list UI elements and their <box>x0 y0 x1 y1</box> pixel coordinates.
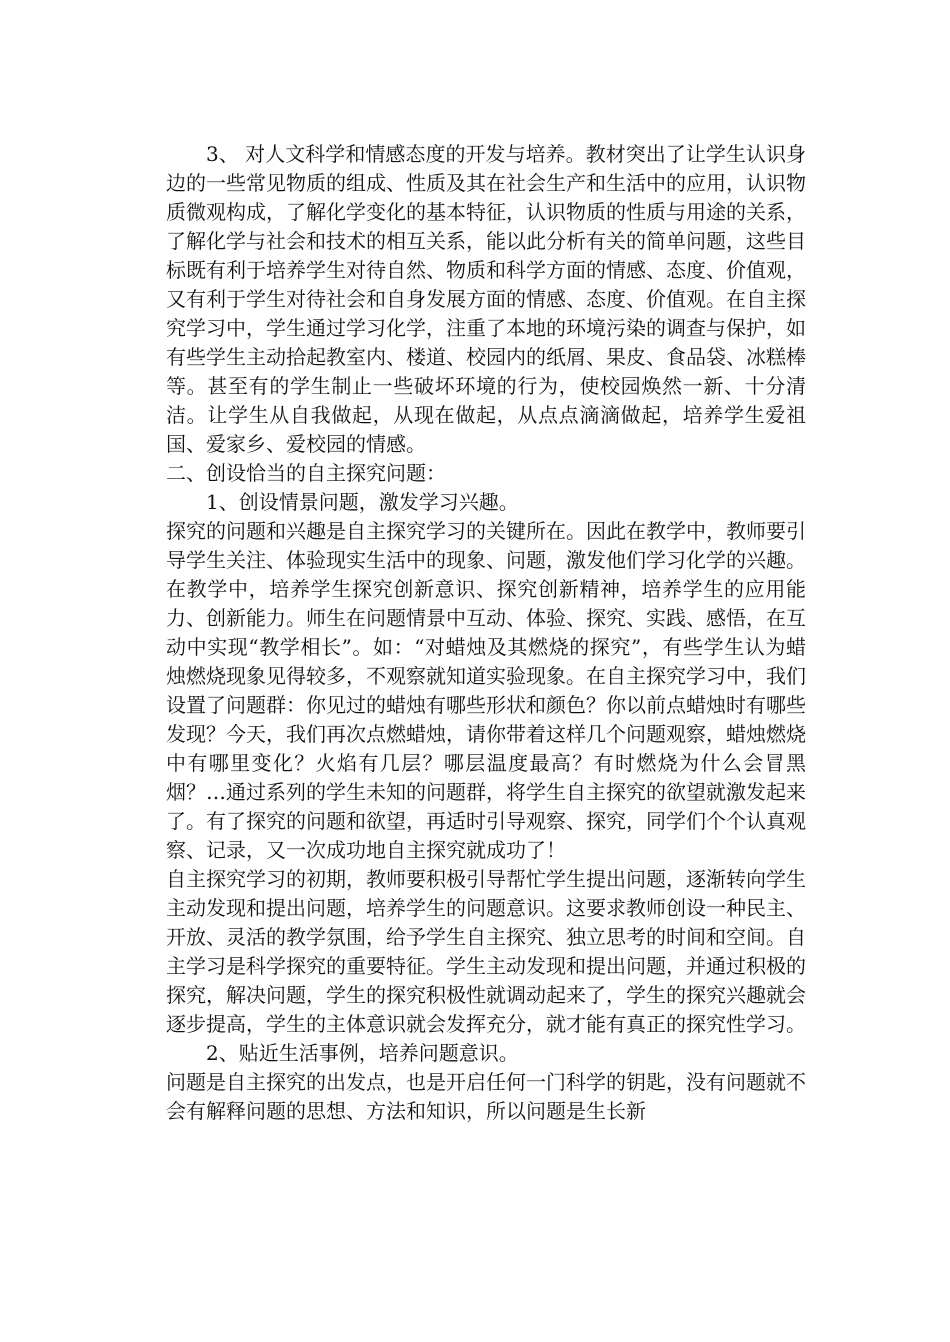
paragraph-humanities-cultivation: 3、 对人文科学和情感态度的开发与培养。教材突出了让学生认识身边的一些常见物质的组成、性质及其在社会生产和生活中的应用，认识物质微观构成，了解化学变化的基本特征，认识物质的性质与用途的关系，了解化学与社会和技术的相互关系，能以此分析有关的简单问题，这些目标既有利于培养学生对待自然、物质和科学方面的情感、态度、价值观，又有利于学生对待社会和自身发展方面的情感、态度、价值观。在自主探究学习中，学生通过学习化学，注重了本地的环境污染的调查与保护，如有些学生主动拾起教室内、楼道、校园内的纸屑、果皮、食品袋、冰糕棒等。甚至有的学生制止一些破坏环境的行为，使校园焕然一新、十分清洁。让学生从自我做起，从现在做起，从点点滴滴做起，培养学生爱祖国、爱家乡、爱校园的情感。 <box>166 142 806 456</box>
paragraph-questions-starting-point: 问题是自主探究的出发点，也是开启任何一门科学的钥匙，没有问题就不会有解释问题的思想、方法和知识，所以问题是生长新 <box>166 1070 806 1123</box>
paragraph-candle-inquiry: 探究的问题和兴趣是自主探究学习的关键所在。因此在教学中，教师要引导学生关注、体验现实生活中的现象、问题，激发他们学习化学的兴趣。在教学中，培养学生探究创新意识、探究创新精神，培养学生的应用能力、创新能力。师生在问题情景中互动、体验、探究、实践、感悟，在互动中实现“教学相长”。如：“对蜡烛及其燃烧的探究”，有些学生认为蜡烛燃烧现象见得较多，不观察就知道实验现象。在自主探究学习中，我们设置了问题群：你见过的蜡烛有哪些形状和颜色？你以前点蜡烛时有哪些发现？今天，我们再次点燃蜡烛，请你带着这样几个问题观察，蜡烛燃烧中有哪里变化？火焰有几层？哪层温度最高？有时燃烧为什么会冒黑烟？…通过系列的学生未知的问题群，将学生自主探究的欲望就激发起来了。有了探究的问题和欲望，再适时引导观察、探究，同学们个个认真观察、记录，又一次成功地自主探究就成功了！ <box>166 519 806 862</box>
document-page <box>166 140 806 1126</box>
subheading-life-examples: 2、贴近生活事例，培养问题意识。 <box>206 1041 519 1065</box>
section-heading-create-questions: 二、创设恰当的自主探究问题： <box>166 461 446 485</box>
paragraph-early-inquiry: 自主探究学习的初期，教师要积极引导帮忙学生提出问题，逐渐转向学生主动发现和提出问题，培养学生的问题意识。这要求教师创设一种民主、开放、灵活的教学氛围，给予学生自主探究、独立思考的时间和空间。自主学习是科学探究的重要特征。学生主动发现和提出问题，并通过积极的探究，解决问题，学生的探究积极性就调动起来了，学生的探究兴趣就会逐步提高，学生的主体意识就会发挥充分，就才能有真正的探究性学习。 <box>166 867 806 1036</box>
subheading-situational-questions: 1、创设情景问题，激发学习兴趣。 <box>206 490 519 514</box>
